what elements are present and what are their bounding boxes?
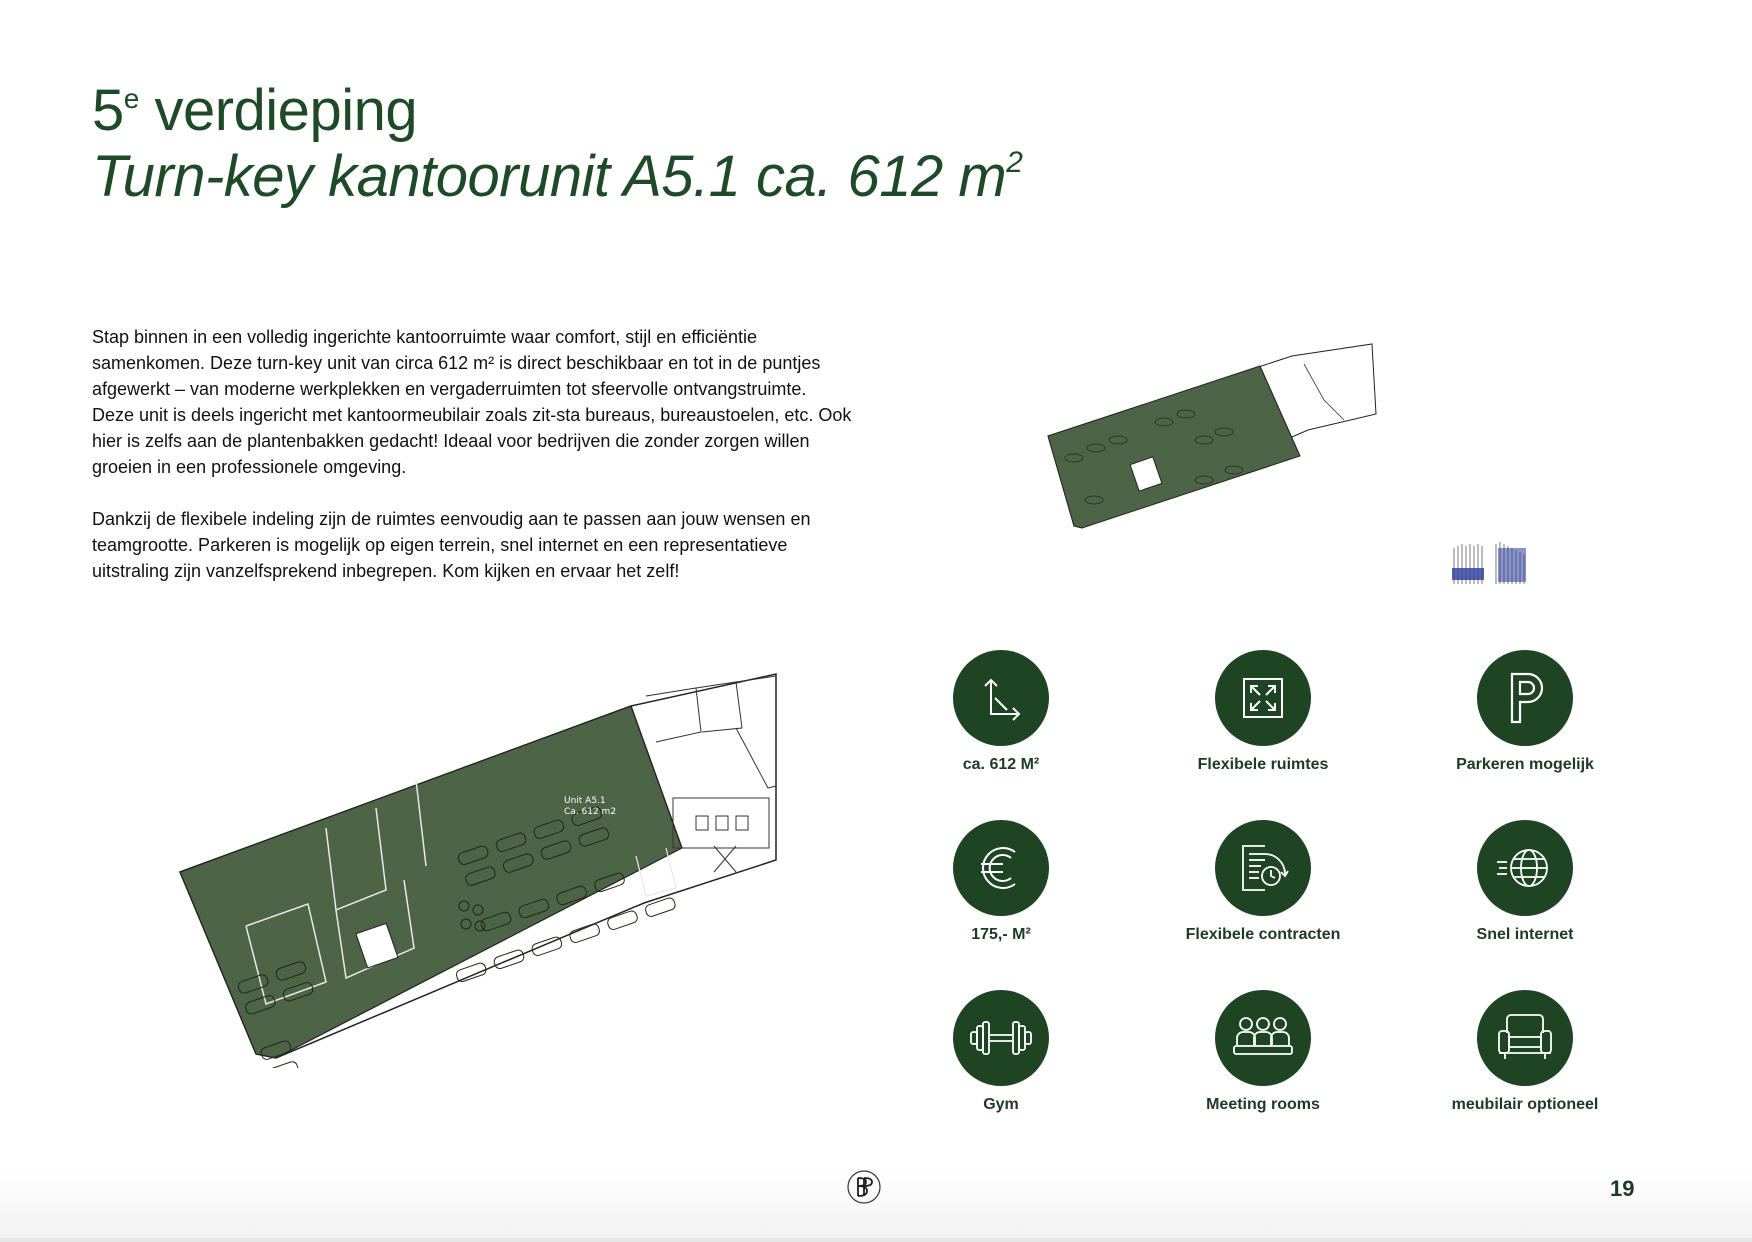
feature-label: Parkeren mogelijk: [1456, 756, 1594, 773]
intro-paragraph-1: Stap binnen in een volledig ingerichte kantoorruimte waar comfort, stijl en efficiëntie samenkomen. Deze turn-key unit van circa 612 m² is direct beschikbaar en tot in de puntjes afgewerkt – van moderne werkplekken en vergaderruimten tot sfeervolle ontvangstruimte. Deze unit is deels ingericht met kantoormeubilair zoals zit-sta bureaus, bureaustoelen, etc. Ook hier is zelfs aan de plantenbakken gedacht! Ideaal voor bedrijven die zonder zorgen willen groeien in een professionele omgeving.: [92, 327, 852, 477]
floor-word: verdieping: [154, 78, 418, 143]
dumbbell-icon: [953, 990, 1049, 1086]
feature-label: ca. 612 M²: [962, 756, 1040, 773]
globe-fast-icon: [1477, 820, 1573, 916]
brand-logo: [846, 1169, 882, 1205]
feature-label: Flexibele ruimtes: [1197, 756, 1329, 773]
unit-title: Turn-key kantoorunit A5.1 ca. 612 m: [92, 144, 1007, 209]
feature-label: Flexibele contracten: [1185, 926, 1341, 943]
floorplan-large: [176, 648, 786, 1068]
feature-furniture: [1394, 990, 1656, 1160]
contract-renew-icon: [1215, 820, 1311, 916]
floorplan-small: [1044, 330, 1384, 530]
feature-label: 175,- M²: [971, 926, 1031, 943]
floor-heading: [92, 78, 1022, 144]
floorplan-unit-area: Ca. 612 m2: [564, 807, 617, 817]
page-number: 19: [1610, 1176, 1635, 1201]
floor-number: 5: [92, 78, 124, 143]
floorplan-unit-label: Unit A5.1: [564, 796, 606, 806]
euro-icon: [953, 820, 1049, 916]
feature-internet: [1394, 820, 1656, 990]
feature-flexible-spaces: [1132, 650, 1394, 820]
intro-text: [92, 324, 852, 610]
floorplan-shell: [180, 674, 776, 1058]
feature-parking: [1394, 650, 1656, 820]
feature-gym: [870, 990, 1132, 1160]
building-elevation-thumbs: [1450, 540, 1540, 586]
feature-flexible-contracts: [1132, 820, 1394, 990]
feature-label: Snel internet: [1476, 926, 1574, 943]
expand-icon: [1215, 650, 1311, 746]
features-grid: [870, 650, 1602, 1130]
feature-label: meubilair optioneel: [1451, 1096, 1599, 1113]
unit-area-fill: [180, 706, 682, 1058]
feature-price: [870, 820, 1132, 990]
unit-title-sup: 2: [1006, 145, 1023, 179]
unit-heading: [92, 144, 1022, 210]
feature-area: [870, 650, 1132, 820]
page-title: [92, 78, 1022, 210]
floor-suffix: e: [123, 82, 139, 114]
armchair-icon: [1477, 990, 1573, 1086]
feature-meeting-rooms: [1132, 990, 1394, 1160]
area-arrows-icon: [953, 650, 1049, 746]
intro-paragraph-2: Dankzij de flexibele indeling zijn de ruimtes eenvoudig aan te passen aan jouw wensen en teamgrootte. Parkeren is mogelijk op eigen terrein, snel internet en een representatieve uitstraling zijn vanzelfsprekend inbegrepen. Kom kijken en ervaar het zelf!: [92, 509, 811, 581]
feature-label: Gym: [983, 1096, 1019, 1113]
people-meeting-icon: [1215, 990, 1311, 1086]
parking-icon: [1477, 650, 1573, 746]
feature-label: Meeting rooms: [1206, 1096, 1320, 1113]
